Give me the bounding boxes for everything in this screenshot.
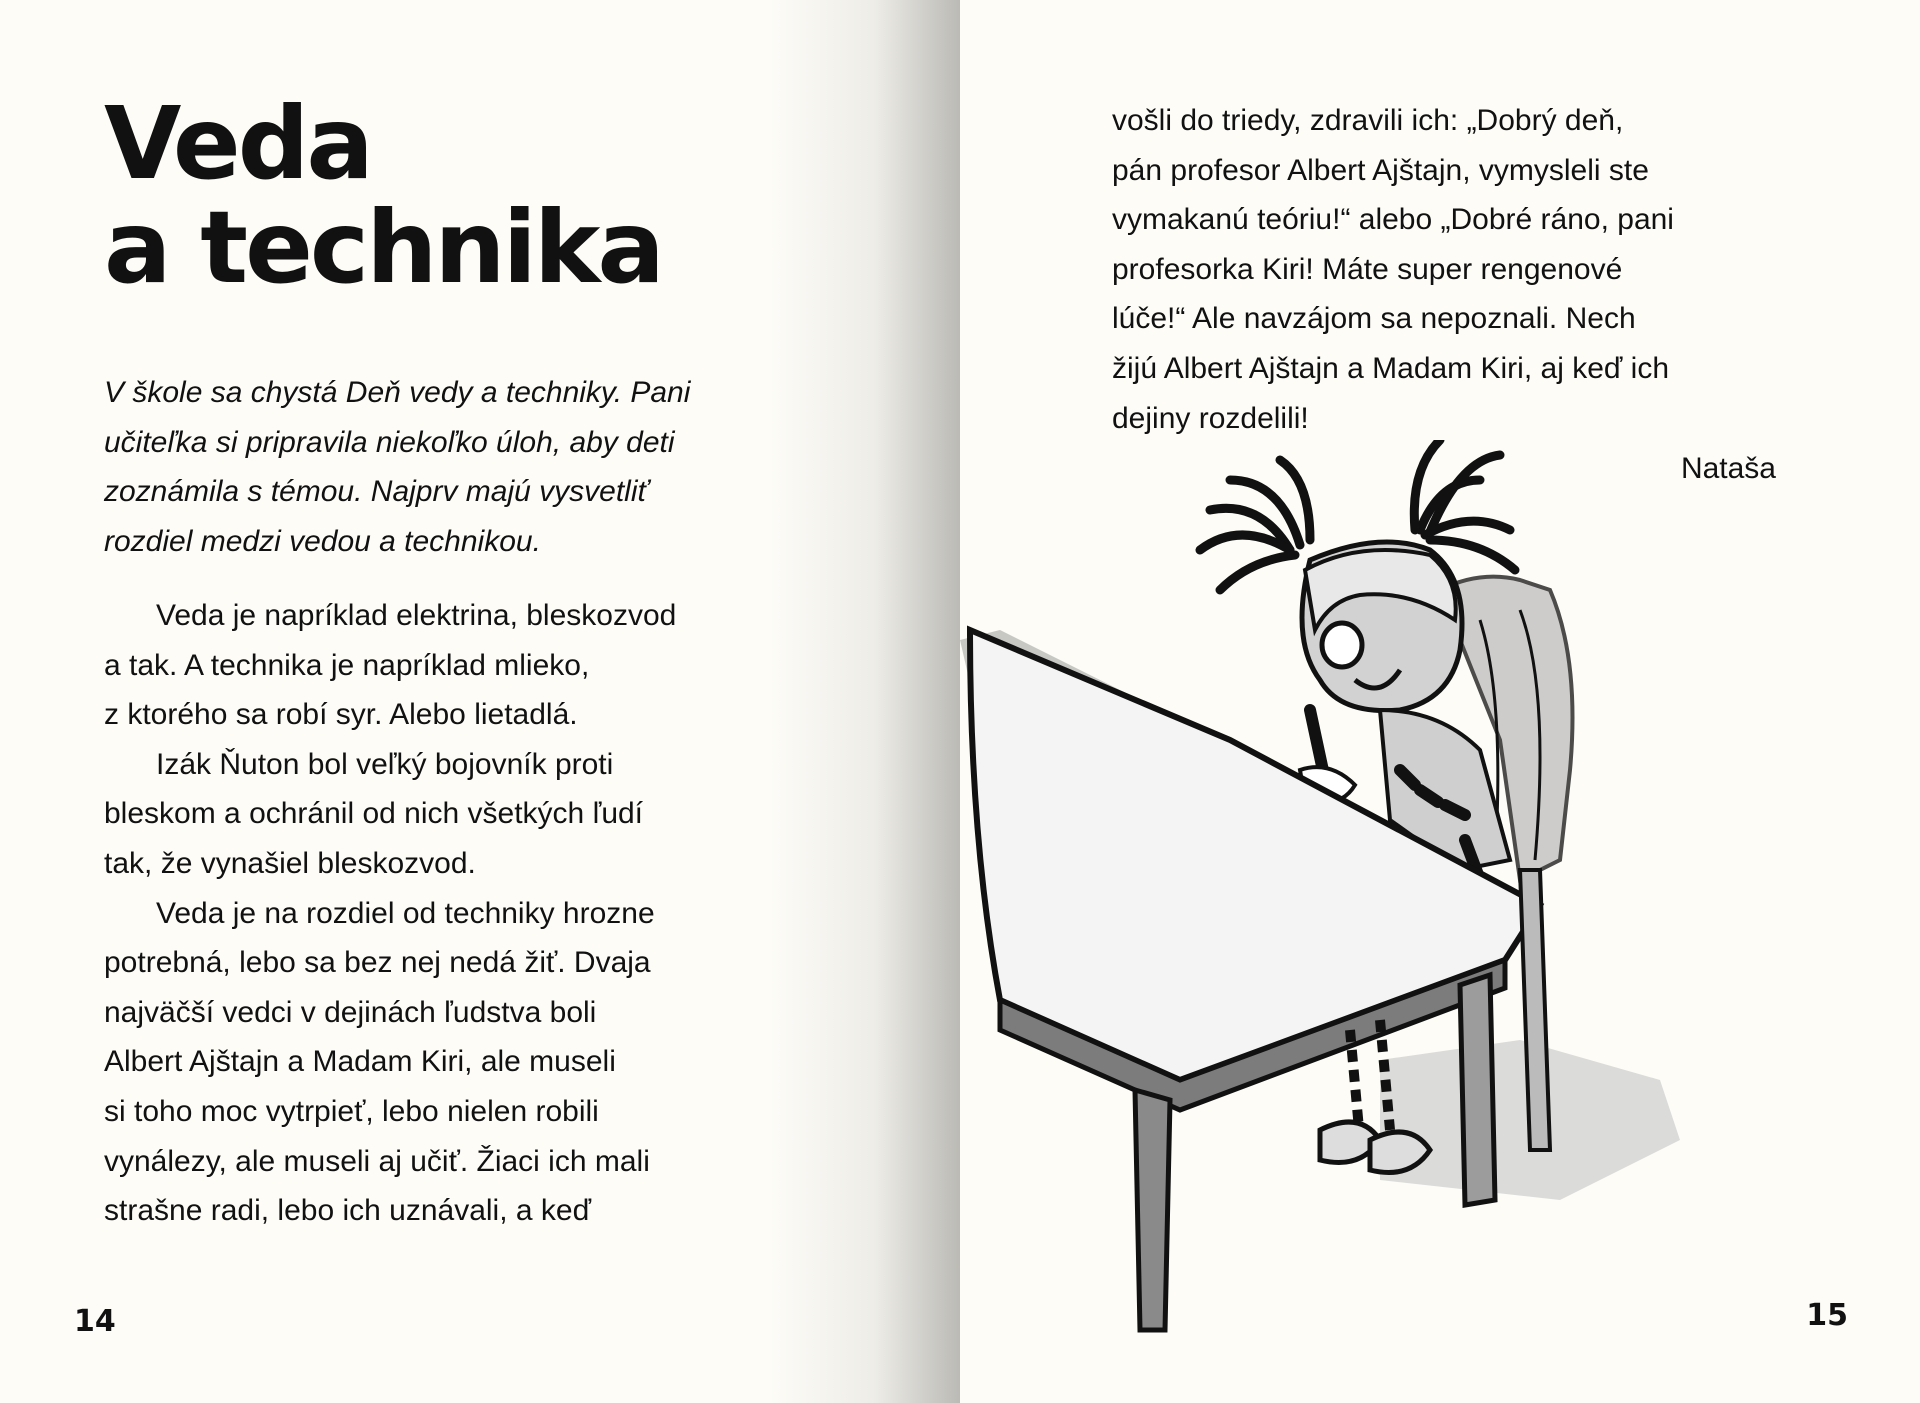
intro-line: učiteľka si pripravila niekoľko úloh, aby deti	[104, 425, 675, 459]
nose	[1322, 623, 1362, 667]
title-line: a technika	[104, 189, 662, 306]
body-line: vošli do triedy, zdravili ich: „Dobrý deň,	[1112, 104, 1624, 137]
body-line: Izák Ňuton bol veľký bojovník proti	[156, 747, 614, 781]
body-line: tak, že vynašiel bleskozvod.	[104, 846, 476, 880]
right-page	[960, 0, 1920, 1403]
table-leg	[1135, 1090, 1170, 1330]
body-line: vynálezy, ale museli aj učiť. Žiaci ich mali	[104, 1144, 650, 1178]
body-line: bleskom a ochránil od nich všetkých ľudí	[104, 797, 644, 831]
body-line: strašne radi, lebo ich uznávali, a keď	[104, 1194, 592, 1228]
intro-line: zoznámila s témou. Najprv majú vysvetliť	[104, 475, 649, 508]
page-number-left: 14	[74, 1304, 116, 1339]
body-line: lúče!“ Ale navzájom sa nepoznali. Nech	[1112, 302, 1636, 336]
intro-line: V škole sa chystá Deň vedy a techniky. Pani	[104, 376, 691, 409]
body-text-continued	[1112, 96, 1792, 443]
body-line: žijú Albert Ajštajn a Madam Kiri, aj keď ich	[1112, 351, 1670, 385]
intro-paragraph	[104, 368, 784, 566]
body-line: z ktorého sa robí syr. Alebo lietadlá.	[104, 698, 578, 732]
intro-line: rozdiel medzi vedou a technikou.	[104, 524, 541, 558]
body-line: profesorka Kiri! Máte super rengenové	[1112, 252, 1623, 286]
body-line: a tak. A technika je napríklad mlieko,	[104, 648, 590, 682]
body-line: najväčší vedci v dejinách ľudstva boli	[104, 995, 597, 1029]
body-line: pán profesor Albert Ajštajn, vymysleli ste	[1112, 153, 1649, 187]
girl-writing-at-desk-illustration	[960, 440, 1860, 1340]
title-line: Veda	[104, 85, 371, 202]
body-line: potrebná, lebo sa bez nej nedá žiť. Dvaja	[104, 946, 651, 980]
body-line: Albert Ajštajn a Madam Kiri, ale museli	[104, 1045, 616, 1079]
body-line: Veda je na rozdiel od techniky hrozne	[156, 896, 655, 930]
table-leg	[1460, 975, 1495, 1205]
body-line: vymakanú teóriu!“ alebo „Dobré ráno, pani	[1112, 203, 1674, 237]
chapter-title	[104, 85, 662, 306]
page-number-right: 15	[1806, 1298, 1848, 1333]
body-line: dejiny rozdelili!	[1112, 401, 1309, 435]
gutter-shadow	[770, 0, 960, 1403]
body-text	[104, 591, 784, 1236]
author-signature: Nataša	[1680, 452, 1776, 485]
body-line: si toho moc vytrpieť, lebo nielen robili	[104, 1094, 599, 1128]
body-line: Veda je napríklad elektrina, bleskozvod	[156, 599, 677, 632]
